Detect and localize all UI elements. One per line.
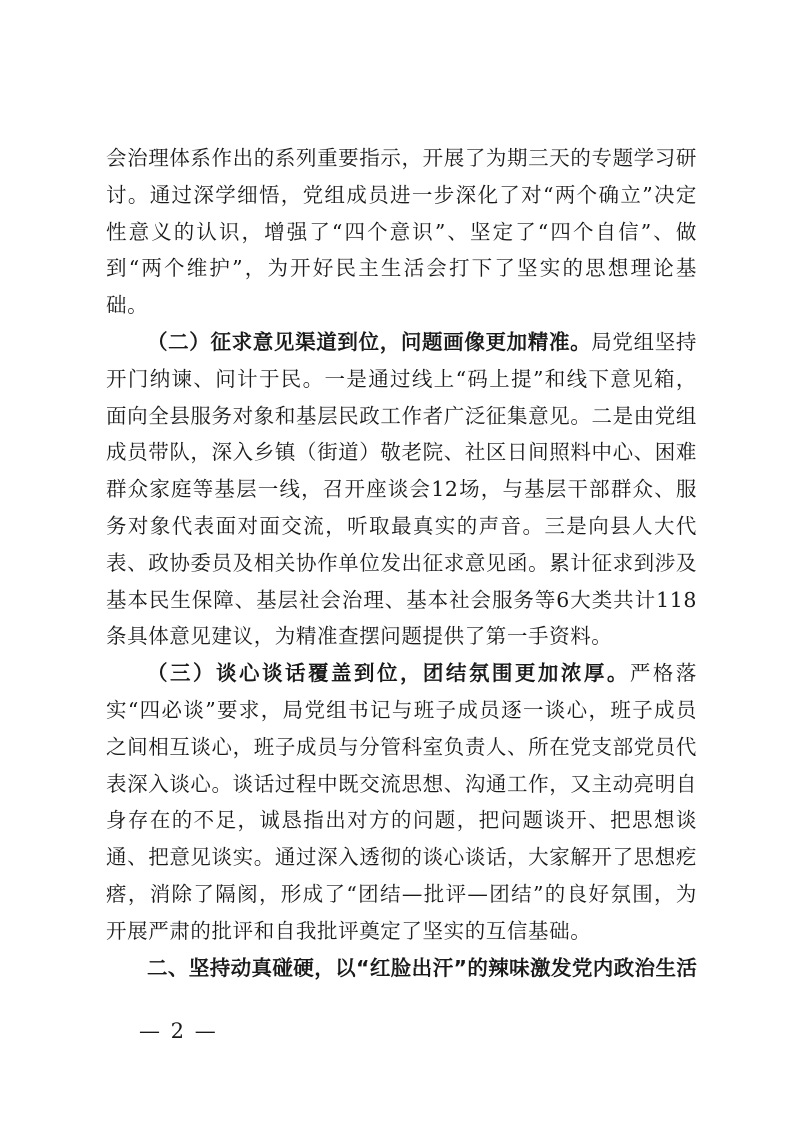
paragraph-text: 局党组坚持开门纳谏、问计于民。一是通过线上“码上提”和线下意见箱，面向全县服务对象和基层民政工作者广泛征集意见。二是由党组成员带队，深入乡镇（街道）敬老院、社区日间照料中心、困难群众家庭等基层一线，召开座谈会12场，与基层干部群众、服务对象代表面对面交流，听取最真实的声音。三是向县人大代表、政协委员及相关协作单位发出征求意见函。累计征求到涉及基本民生保障、基层社会治理、基本社会服务等6大类共计118条具体意见建议，为精准查摆问题提供了第一手资料。 — [106, 329, 698, 649]
paragraph-text: 会治理体系作出的系列重要指示，开展了为期三天的专题学习研讨。通过深学细悟，党组成员进一步深化了对“两个确立”决定性意义的认识，增强了“四个意识”、坚定了“四个自信”、做到“两个维护”，为开好民主生活会打下了坚实的思想理论基础。 — [106, 146, 697, 318]
subheading-opinion-collection: （二）征求意见渠道到位，问题画像更加精准。 — [147, 329, 592, 354]
paragraph-heart-to-heart-talks — [106, 655, 697, 949]
document-body — [106, 140, 697, 986]
paragraph-study-summary — [106, 140, 697, 324]
section-heading: 二、坚持动真碰硬，以“红脸出汗”的辣味激发党内政治生活 — [147, 955, 698, 980]
page-number: — 2 — — [139, 1019, 218, 1043]
paragraph-opinion-collection — [106, 324, 697, 655]
subheading-heart-to-heart-talks: （三）谈心谈话覆盖到位，团结氛围更加浓厚。 — [147, 661, 630, 686]
paragraph-text: 严格落实“四必谈”要求，局党组书记与班子成员逐一谈心，班子成员之间相互谈心，班子成员与分管科室负责人、所在党支部党员代表深入谈心。谈话过程中既交流思想、沟通工作，又主动亮明自身存在的不足，诚恳指出对方的问题，把问题谈开、把思想谈通、把意见谈实。通过深入透彻的谈心谈话，大家解开了思想疙瘩，消除了隔阂，形成了“团结—批评—团结”的良好氛围，为开展严肃的批评和自我批评奠定了坚实的互信基础。 — [106, 661, 697, 943]
